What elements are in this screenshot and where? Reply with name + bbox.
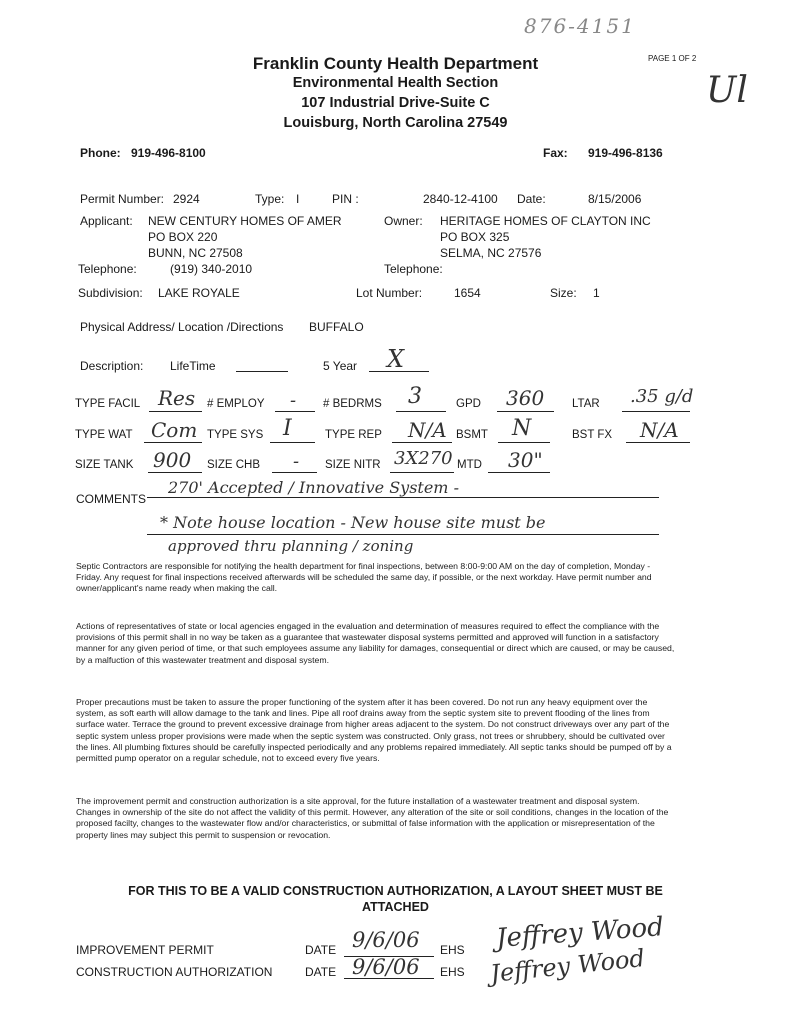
type-facil-value: Res — [158, 386, 196, 410]
owner-telephone-label: Telephone: — [384, 262, 443, 276]
type-sys-label: TYPE SYS — [207, 429, 264, 441]
type-sys-value: I — [283, 416, 292, 441]
mtd-line — [488, 472, 550, 473]
type-rep-line — [392, 442, 452, 443]
permit-type-label: Type: — [255, 192, 285, 206]
type-facil-line — [149, 411, 202, 412]
owner-label: Owner: — [384, 214, 423, 228]
lot-number: 1654 — [454, 286, 481, 300]
bsmt-line — [498, 442, 550, 443]
applicant-name: NEW CENTURY HOMES OF AMER — [148, 214, 342, 228]
comments-line-1 — [147, 497, 659, 498]
mtd-value: 30" — [508, 448, 543, 472]
type-rep-label: TYPE REP — [325, 429, 382, 441]
permit-number-label: Permit Number: — [80, 192, 165, 206]
size-value: 1 — [593, 286, 600, 300]
description-label: Description: — [80, 359, 144, 373]
fax-label: Fax: — [543, 146, 568, 160]
handwritten-phone-note: 876-4151 — [524, 14, 636, 38]
comment-line-1: 270' Accepted / Innovative System - — [168, 478, 459, 497]
paragraph-site-approval: The improvement permit and construction authorization is a site approval, for the future installation of a wastewater treatment and disposal system. Changes in ownership of the site do not affect the validity of this permit. However, any alteration of the site or soil conditions, changes in the location of the proposed facilty, changes to the wastewater flow and/or characteristics, or submittal of false information with the application or misrepresentation of the property lines may subject this permit to suspension or revocation. — [76, 796, 669, 840]
comments-line-2 — [147, 534, 659, 535]
improvement-ehs-label: EHS — [440, 943, 465, 957]
handwritten-initials: Ul — [706, 70, 748, 111]
applicant-telephone: (919) 340-2010 — [170, 262, 253, 276]
bedrms-label: # BEDRMS — [323, 398, 382, 410]
phone-label: Phone: — [80, 146, 121, 160]
type-sys-line — [270, 442, 315, 443]
applicant-label: Applicant: — [80, 214, 133, 228]
ltar-line — [622, 411, 690, 412]
employ-value: - — [290, 390, 297, 411]
bsmt-value: N — [512, 416, 532, 441]
gpd-line — [497, 411, 554, 412]
comment-line-2: * Note house location - New house site must be — [160, 513, 546, 532]
applicant-address-1: PO BOX 220 — [148, 230, 218, 244]
type-wat-value: Com — [151, 418, 198, 442]
construction-date: 9/6/06 — [352, 955, 420, 979]
size-chb-value: - — [293, 451, 300, 472]
permit-number: 2924 — [173, 192, 200, 206]
fax-value: 919-496-8136 — [588, 146, 663, 160]
type-rep-value: N/A — [408, 418, 447, 442]
construction-authorization-label: CONSTRUCTION AUTHORIZATION — [76, 965, 273, 979]
address-line-2: Louisburg, North Carolina 27549 — [283, 115, 508, 131]
improvement-date: 9/6/06 — [352, 928, 420, 952]
bst-fx-value: N/A — [640, 418, 679, 442]
comment-line-3: approved thru planning / zoning — [168, 537, 414, 555]
owner-address-1: PO BOX 325 — [440, 230, 510, 244]
owner-name: HERITAGE HOMES OF CLAYTON INC — [440, 214, 651, 228]
layout-notice-line-2: ATTACHED — [362, 900, 429, 914]
permit-date-label: Date: — [517, 192, 546, 206]
owner-address-2: SELMA, NC 27576 — [440, 246, 542, 260]
size-nitr-label: SIZE NITR — [325, 459, 381, 471]
pin-value: 2840-12-4100 — [423, 192, 498, 206]
bst-fx-label: BST FX — [572, 429, 613, 441]
improvement-permit-label: IMPROVEMENT PERMIT — [76, 943, 214, 957]
pin-label: PIN : — [332, 192, 359, 206]
employ-label: # EMPLOY — [207, 398, 265, 410]
size-tank-line — [148, 472, 202, 473]
phone-value: 919-496-8100 — [131, 146, 206, 160]
type-wat-line — [144, 442, 202, 443]
gpd-value: 360 — [506, 386, 545, 410]
bedrms-line — [396, 411, 446, 412]
bedrms-value: 3 — [408, 384, 422, 409]
type-facil-label: TYPE FACIL — [75, 398, 141, 410]
address-line-1: 107 Industrial Drive-Suite C — [301, 95, 490, 111]
ltar-value: .35 g/d — [630, 386, 694, 407]
permit-date: 8/15/2006 — [588, 192, 642, 206]
construction-date-label: DATE — [305, 965, 337, 979]
size-nitr-value: 3X270 — [394, 448, 453, 469]
bsmt-label: BSMT — [456, 429, 488, 441]
applicant-telephone-label: Telephone: — [78, 262, 137, 276]
lifetime-label: LifeTime — [170, 359, 216, 373]
improvement-date-label: DATE — [305, 943, 337, 957]
bst-fx-line — [626, 442, 690, 443]
comments-label: COMMENTS — [76, 492, 146, 506]
size-label: Size: — [550, 286, 577, 300]
paragraph-septic-contractors: Septic Contractors are responsible for notifying the health department for final inspections, between 8:00-9:00 AM on the day of completion, Monday - Friday. Any request for final inspections received afterwards will be scheduled the same day, if possible, or the next workday. Have permit number and owner/applicant's name ready when making the call. — [76, 561, 652, 594]
mtd-label: MTD — [457, 459, 482, 471]
employ-line — [275, 411, 315, 412]
layout-notice-line-1: FOR THIS TO BE A VALID CONSTRUCTION AUTHORIZATION, A LAYOUT SHEET MUST BE — [128, 884, 663, 898]
physical-address-label: Physical Address/ Location /Directions — [80, 320, 284, 334]
physical-address-value: BUFFALO — [309, 320, 364, 334]
size-tank-label: SIZE TANK — [75, 459, 134, 471]
size-chb-label: SIZE CHB — [207, 459, 261, 471]
size-chb-line — [272, 472, 317, 473]
construction-ehs-label: EHS — [440, 965, 465, 979]
org-name: Franklin County Health Department — [252, 54, 539, 73]
size-tank-value: 900 — [153, 448, 192, 472]
permit-type: I — [296, 192, 300, 206]
size-nitr-line — [390, 472, 454, 473]
signature-improvement: Jeffrey Wood — [495, 912, 665, 954]
lot-number-label: Lot Number: — [356, 286, 423, 300]
signature-construction: Jeffrey Wood — [488, 943, 647, 989]
subdivision-label: Subdivision: — [78, 286, 143, 300]
paragraph-liability: Actions of representatives of state or local agencies engaged in the evaluation and determination of measures required to effect the compliance with the provisions of this permit shall in no way be taken as a guarantee that wastewater disposal systems permitted and approved will function in a satisfactory manner for any given period of time, or that such employees assume any liability for damages, consequential or direct which are caused, or may be caused, by a malfuction of this wastewater treatment and disposal system. — [76, 621, 675, 665]
five-year-label: 5 Year — [323, 359, 358, 373]
gpd-label: GPD — [456, 398, 481, 410]
ltar-label: LTAR — [572, 398, 600, 410]
page-label: PAGE 1 OF 2 — [648, 54, 697, 63]
subdivision-value: LAKE ROYALE — [158, 286, 240, 300]
applicant-address-2: BUNN, NC 27508 — [148, 246, 243, 260]
paragraph-precautions: Proper precautions must be taken to assure the proper functioning of the system after it has been covered. Do not run any heavy equipment over the system, as soft earth will allow damage to the tank and lines. Pipe all roof drains away from the septic system site to prevent flooding of the lines from surface water. Terrace the ground to prevent excessive drainage from higher areas adjacent to the system. Do not construct driveways over any part of the septic system unless proper provisions were made when the septic system was constructed. Only grass, not trees or shrubbery, should be cultivated over the lines. All plumbing fixtures should be carefully inspected periodically and any problems repaired immediately. All septic tanks should be pumped off by a permitted pump operator on a regular schedule, not to exceed every five years. — [76, 697, 672, 764]
lifetime-line — [236, 371, 288, 372]
type-wat-label: TYPE WAT — [75, 429, 133, 441]
section-name: Environmental Health Section — [292, 75, 499, 91]
five-year-mark: X — [387, 345, 405, 373]
